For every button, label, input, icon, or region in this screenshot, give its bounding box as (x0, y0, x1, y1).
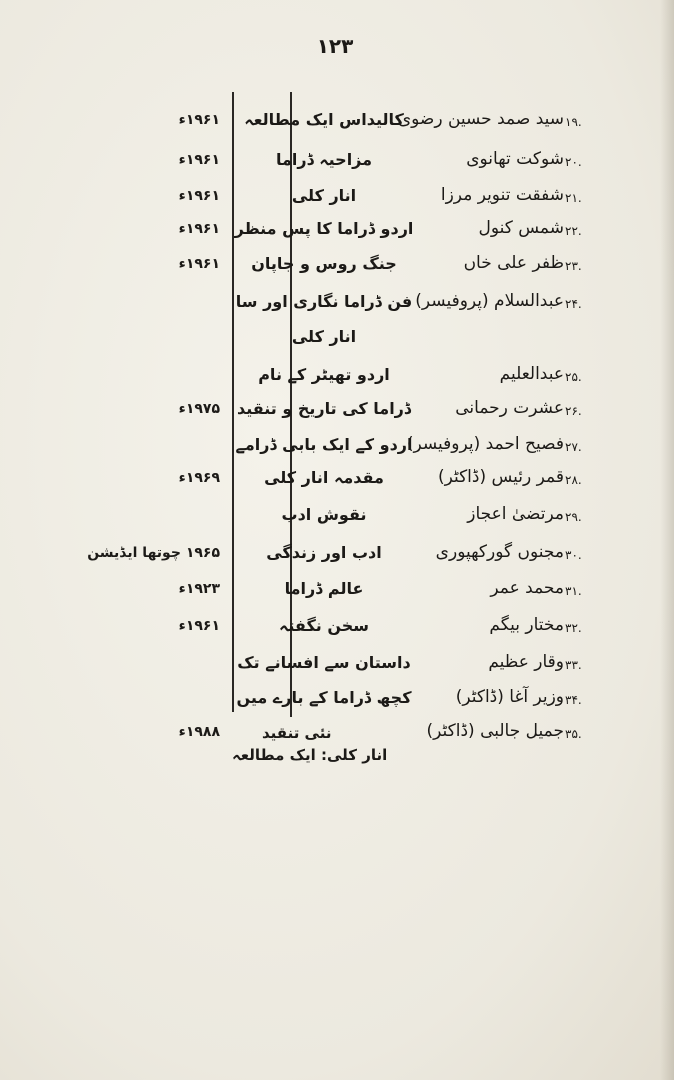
work-title: انار کلی (291, 327, 357, 346)
author-name: شوکت تھانوی (466, 149, 564, 169)
list-item (0, 463, 674, 501)
entry-number: ۲۸. (565, 473, 582, 487)
work-title: انار کلی (291, 186, 357, 205)
work-title: ڈراما کی تاریخ و تنقید (236, 399, 412, 418)
entry-number: ۲۲. (565, 224, 582, 238)
author-name: سید صمد حسین رضوی (397, 109, 564, 129)
entry-number: ۲۵. (565, 370, 582, 384)
extra-title: نئی تنقید (262, 724, 332, 742)
list-item (0, 105, 674, 143)
list-item (0, 538, 674, 576)
page-number: ۱۲۳ (316, 34, 354, 58)
work-title: مقدمہ انار کلی (264, 468, 384, 487)
author-name: مجنوں گورکھپوری (435, 542, 564, 562)
entry-number: ۲۷. (565, 440, 582, 454)
entry-number: ۱۹. (565, 115, 582, 129)
list-item (0, 683, 674, 721)
author-name: مختار بیگم (489, 615, 564, 635)
publication-year: ۱۹۶۵ چوتھا ایڈیشن (87, 545, 220, 561)
entry-number: ۳۳. (565, 658, 582, 672)
entry-number: ۳۴. (565, 693, 582, 707)
entry-number: ۳۲. (565, 621, 582, 635)
work-title: داستان سے افسانے تک (237, 653, 411, 672)
author-name: شفقت تنویر مرزا (440, 185, 564, 205)
publication-year: ۱۹۶۱ء (178, 256, 220, 272)
entry-number: ۲۴. (565, 297, 582, 311)
author-name: عبدالعلیم (499, 364, 564, 384)
list-item (0, 611, 674, 649)
author-name: فصیح احمد (پروفیسر) (406, 434, 564, 454)
list-item (0, 287, 674, 325)
publication-year: ۱۹۷۵ء (178, 401, 220, 417)
work-title: نقوش ادب (281, 505, 367, 524)
list-item (0, 249, 674, 287)
list-item (0, 648, 674, 686)
author-name: وقار عظیم (488, 652, 564, 672)
work-title: اردو کے ایک بابی ڈرامے (235, 435, 413, 454)
publication-year: ۱۹۶۱ء (178, 221, 220, 237)
work-title: اردو تھیٹر کے نام (258, 365, 390, 384)
work-title: ادب اور زندگی (266, 543, 382, 562)
entry-number: ۲۹. (565, 510, 582, 524)
entry-number: ۲۶. (565, 404, 582, 418)
work-title: فن ڈراما نگاری اور سا (235, 292, 413, 311)
author-name: قمر رئیس (ڈاکٹر) (437, 467, 564, 487)
list-item (0, 500, 674, 538)
work-title: کالیداس ایک مطالعہ (244, 110, 404, 129)
extra-title: انار کلی: ایک مطالعہ (232, 746, 388, 764)
list-item (0, 214, 674, 252)
entry-number: ۲۳. (565, 259, 582, 273)
author-name: مرتضیٰ اعجاز (467, 504, 564, 524)
list-item (0, 574, 674, 612)
author-name: عبدالسلام (پروفیسر) (415, 291, 564, 311)
list-item (0, 145, 674, 183)
list-item (0, 360, 674, 398)
work-title: عالم ڈراما (284, 579, 364, 598)
publication-year: ۱۹۶۹ء (178, 470, 220, 486)
entry-number: ۳۵. (565, 727, 582, 741)
entry-number: ۲۰. (565, 155, 582, 169)
publication-year: ۱۹۶۱ء (178, 618, 220, 634)
author-name: جمیل جالبی (ڈاکٹر) (426, 721, 564, 741)
publication-year: ۱۹۶۱ء (178, 188, 220, 204)
author-name: وزیر آغا (ڈاکٹر) (455, 687, 564, 707)
author-name: ظفر علی خاں (463, 253, 564, 273)
author-name: محمد عمر (490, 578, 564, 598)
publication-year: ۱۹۲۳ء (178, 581, 220, 597)
entry-number: ۲۱. (565, 191, 582, 205)
entry-number: ۳۰. (565, 548, 582, 562)
work-title: کچھ ڈراما کے بارے میں (236, 688, 412, 707)
author-name: عشرت رحمانی (455, 398, 564, 418)
work-title: جنگ روس و جاپان (251, 254, 397, 273)
publication-year: ۱۹۶۱ء (178, 112, 220, 128)
publication-year: ۱۹۸۸ء (178, 724, 220, 740)
list-item (0, 394, 674, 432)
entry-number: ۳۱. (565, 584, 582, 598)
publication-year: ۱۹۶۱ء (178, 152, 220, 168)
list-item (0, 322, 674, 360)
work-title: سخن نگفتہ (279, 616, 369, 635)
author-name: شمس کنول (478, 218, 564, 238)
work-title: مزاحیہ ڈراما (275, 150, 373, 169)
work-title: اردو ڈراما کا پس منظر (234, 219, 414, 238)
